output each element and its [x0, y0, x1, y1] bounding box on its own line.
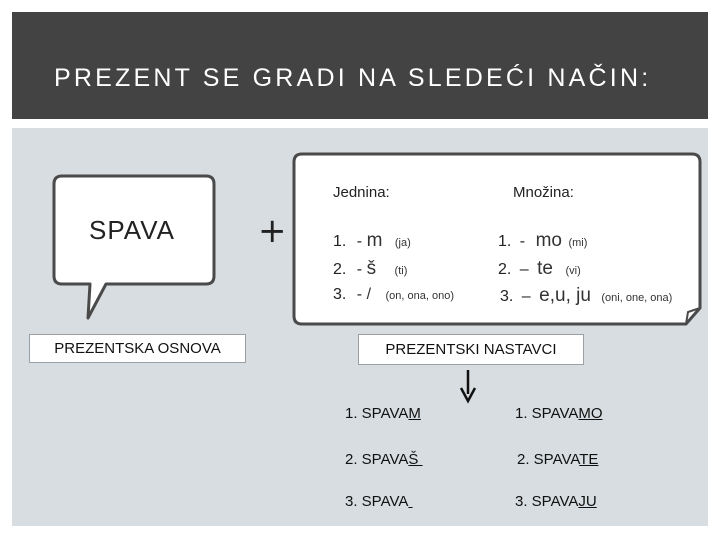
example-stem: 3. SPAVA: [345, 493, 409, 510]
row-number: 2.: [333, 261, 347, 278]
row-number: 3.: [500, 288, 514, 305]
singular-heading: Jednina:: [333, 184, 390, 201]
plural-row-2: [498, 258, 581, 280]
row-dash: -: [356, 233, 363, 250]
example-ending: TE: [579, 451, 599, 468]
pronoun-text: (on, ona, ono): [385, 290, 454, 302]
singular-row-3: [333, 286, 454, 304]
row-dash: -: [356, 286, 363, 303]
example-ending: MO: [578, 405, 603, 422]
slide-header: [12, 12, 708, 119]
example-stem: 3. SPAVA: [515, 493, 579, 510]
example-singular-3: [345, 493, 416, 510]
ending-text: m: [366, 230, 383, 251]
example-ending: Š: [408, 451, 423, 468]
pronoun-text: (mi): [568, 237, 588, 249]
example-stem: 2. SPAVA: [345, 451, 409, 468]
slide-title: PREZENT SE GRADI NA SLEDEĆI NAČIN:: [54, 64, 652, 92]
row-number: 3.: [333, 286, 347, 303]
plural-row-3: [500, 285, 672, 307]
singular-row-1: [333, 230, 411, 252]
example-singular-2: [345, 451, 423, 468]
ending-text: š: [366, 258, 377, 279]
ending-text: e,u, ju: [539, 285, 591, 306]
example-singular-1: [345, 405, 421, 422]
pronoun-text: (vi): [565, 265, 581, 277]
plus-sign: +: [258, 211, 287, 251]
example-stem: 1. SPAVA: [515, 405, 579, 422]
example-plural-1: [515, 405, 603, 422]
ending-text: mo: [535, 230, 562, 251]
example-ending: M: [408, 405, 421, 422]
ending-text: /: [366, 286, 372, 303]
stem-word: SPAVA: [89, 215, 175, 245]
row-dash: -: [519, 233, 526, 250]
speech-bubble-shape: [48, 172, 220, 322]
plural-heading: Množina:: [513, 184, 574, 201]
stem-label: PREZENTSKA OSNOVA: [29, 334, 246, 363]
row-dash: –: [519, 261, 529, 278]
pronoun-text: (oni, one, ona): [601, 292, 673, 304]
row-number: 1.: [333, 233, 347, 250]
row-dash: -: [356, 261, 363, 278]
row-number: 1.: [498, 233, 512, 250]
plural-row-1: [498, 230, 587, 252]
pronoun-text: (ja): [394, 237, 411, 249]
example-stem: 1. SPAVA: [345, 405, 409, 422]
arrow-down-icon: [458, 368, 478, 404]
row-number: 2.: [498, 261, 512, 278]
example-ending: [408, 493, 416, 510]
pronoun-text: (ti): [394, 265, 408, 277]
example-stem: 2. SPAVA: [517, 451, 580, 468]
row-dash: –: [521, 288, 531, 305]
endings-label: PREZENTSKI NASTAVCI: [358, 334, 584, 365]
example-plural-3: [515, 493, 597, 510]
singular-row-2: [333, 258, 407, 280]
example-plural-2: [517, 451, 598, 468]
ending-text: te: [537, 258, 554, 279]
example-ending: JU: [578, 493, 597, 510]
